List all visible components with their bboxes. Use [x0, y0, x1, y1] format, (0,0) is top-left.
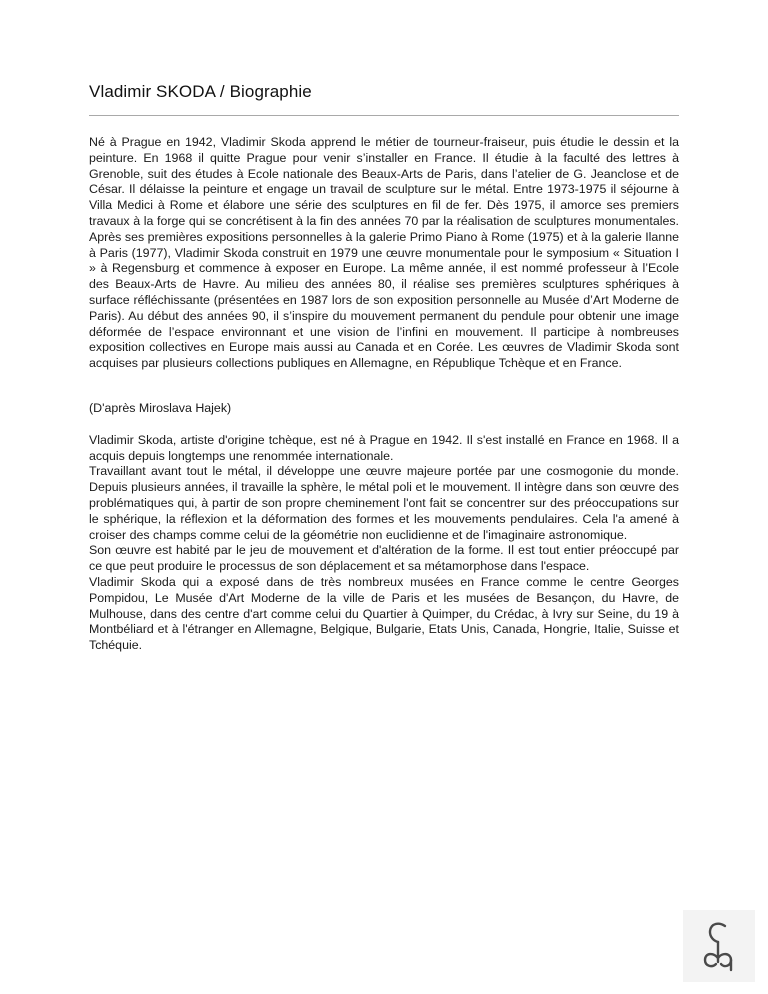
biography-paragraph: Né à Prague en 1942, Vladimir Skoda apprend le métier de tourneur-fraiseur, puis étudie le dessin et la peinture. En 1968 il quitte Prague pour venir s’installer en France. Il étudie à la faculté des lettres à Grenoble, suit des études à Ecole nationale des Beaux-Arts de Paris, dans l’atelier de G. Jeanclose et de César. Il délaisse la peinture et engage un travail de sculpture sur le métal. Entre 1973-1975 il séjourne à Villa Medici à Rome et élabore une série des sculptures en fil de fer. Dès 1975, il amorce ses premiers travaux à la forge qui se concrétisent à la fin des années 70 par la réalisation de sculptures monumentales. Après ses premières expositions personnelles à la galerie Primo Piano à Rome (1975) et à la galerie Ilanne à Paris (1977), Vladimir Skoda construit en 1979 une œuvre monumentale pour le symposium « Situation I » à Regensburg et commence à exposer en Europe. La même année, il est nommé professeur à l’Ecole des Beaux-Arts de Havre. Au milieu des années 80, il réalise ses premières sculptures sphériques à surface réfléchissante (présentées en 1987 lors de son exposition personnelle au Musée d’Art Moderne de Paris). Au début des années 90, il s’inspire du mouvement permanent du pendule pour obtenir une image déformée de l’espace environnant et une vision de l’infini en mouvement. Il participe à nombreuses exposition collectives en Europe mais aussi au Canada et en Corée. Les œuvres de Vladimir Skoda sont acquises par plusieurs collections publiques en Allemagne, en République Tchèque et en France.	[89, 135, 679, 371]
page-title: Vladimir SKODA / Biographie	[89, 82, 312, 101]
text-paragraph: Son œuvre est habité par le jeu de mouvement et d'altération de la forme. Il est tout entier préoccupé par ce que peut produire le processus de son déplacement et sa métamorphose dans l'espace.	[89, 543, 679, 574]
document-body	[89, 135, 679, 654]
text-paragraph: Travaillant avant tout le métal, il développe une œuvre majeure portée par une cosmogonie du monde. Depuis plusieurs années, il travaille la sphère, le métal poli et le mouvement. Il intègre dans son œuvre des problématiques qui, à partir de son propre cheminement l'ont fait se concentrer sur des préoccupations sur le sphérique, la réflexion et la déformation des formes et les mouvements pendulaires. Cela l'a amené à croiser des champs comme celui de la géométrie non euclidienne et de l'imaginaire astronomique.	[89, 464, 679, 542]
text-paragraph: Vladimir Skoda qui a exposé dans de très nombreux musées en France comme le centre Georges Pompidou, Le Musée d'Art Moderne de la ville de Paris et les musées de Besançon, du Havre, de Mulhouse, dans des centre d'art comme celui du Quartier à Quimper, du Crédac, à Ivry sur Seine, du 19 à Montbéliard et à l'étranger en Allemagne, Belgique, Bulgarie, Etats Unis, Canada, Hongrie, Italie, Suisse et Tchéquie.	[89, 574, 679, 653]
source-note: (D'après Miroslava Hajek)	[89, 400, 232, 415]
title-divider	[89, 115, 679, 116]
text-paragraph: Vladimir Skoda, artiste d'origine tchèque, est né à Prague en 1942. Il s'est installé en France en 1968. Il a acquis depuis longtemps une renommée internationale.	[89, 432, 679, 463]
gallery-logo-icon	[683, 910, 755, 982]
logo-mark	[683, 910, 755, 982]
